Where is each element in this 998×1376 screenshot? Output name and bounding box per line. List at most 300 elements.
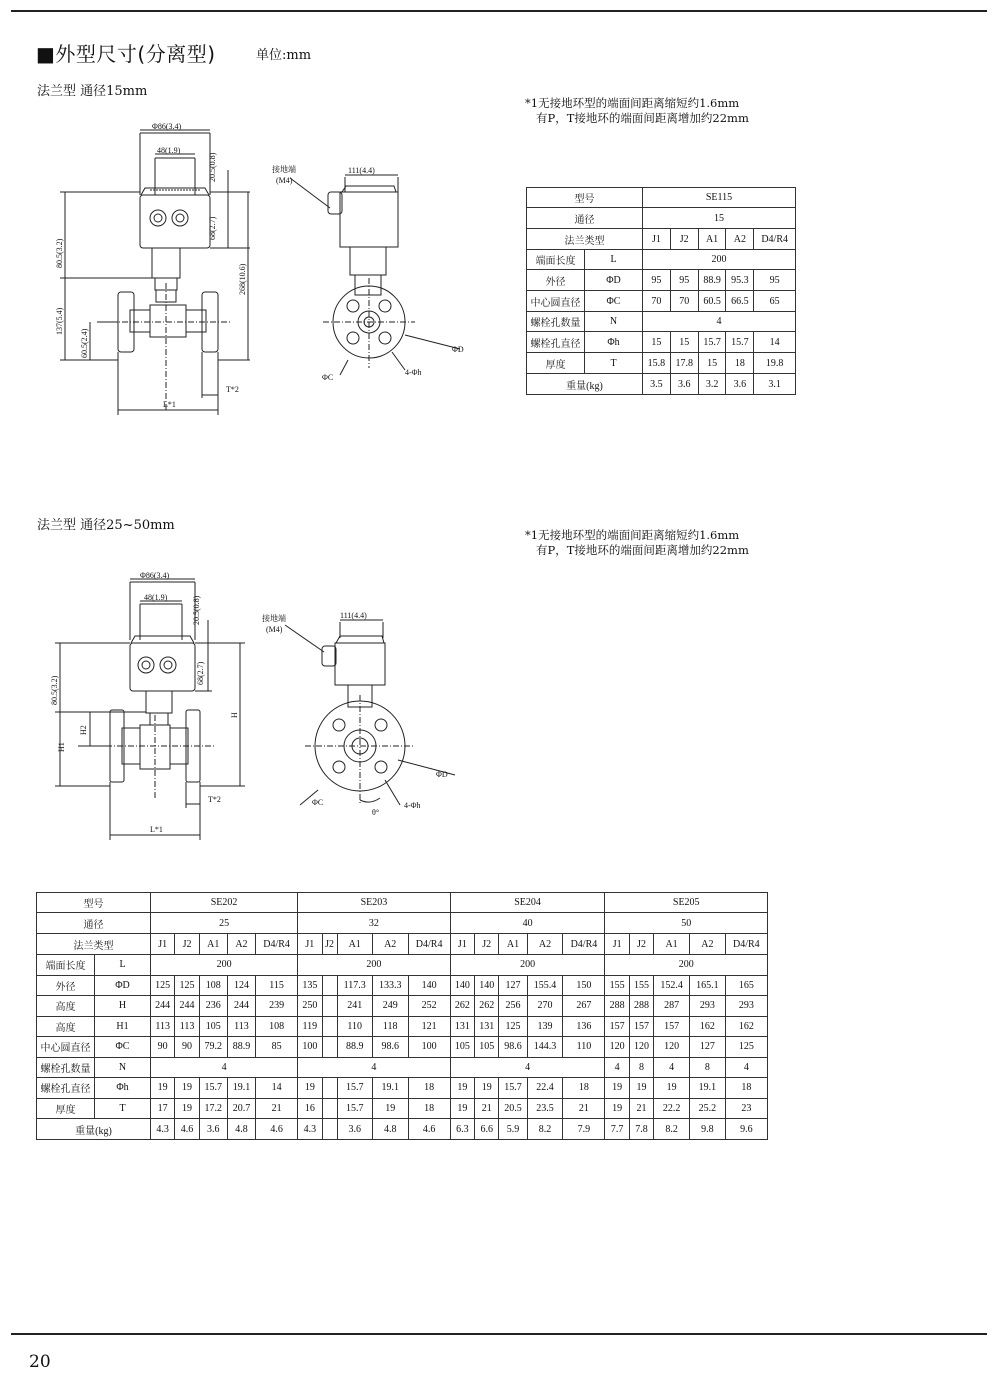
table-cell: 5.9 [499,1119,527,1140]
table-cell: T [585,353,643,374]
table-cell: SE203 [298,893,451,913]
table-cell: 21 [475,1098,499,1119]
table-cell: 90 [175,1037,199,1058]
table-cell: 118 [372,1016,408,1037]
table-cell: 244 [227,996,255,1017]
table-cell: 157 [629,1016,653,1037]
table-cell: 螺栓孔直径 [37,1078,95,1099]
table-cell: T [95,1098,151,1119]
table-cell: 25 [151,913,298,934]
table-cell: 252 [408,996,450,1017]
table-cell: Φh [95,1078,151,1099]
table-cell: SE115 [643,188,796,208]
table-cell: 200 [450,955,605,976]
table-cell: 133.3 [372,975,408,996]
dim-label: 68(2.7) [196,661,205,685]
section2-heading: 法兰型 通径25~50mm [37,518,175,533]
table-cell: 131 [450,1016,474,1037]
spec-table-se115 [526,187,796,395]
table-cell: 157 [605,1016,629,1037]
table-cell: 119 [298,1016,322,1037]
table-cell [322,1016,337,1037]
table-cell: 15.7 [337,1098,372,1119]
dim-label: H2 [79,725,88,735]
table-cell: 9.6 [725,1119,767,1140]
table-cell: 螺栓孔数量 [527,312,585,332]
table-cell: 重量(kg) [527,374,643,395]
table-cell: 高度 [37,1016,95,1037]
dim-label: 268(10.6) [238,263,247,295]
table-cell: 4 [151,1057,298,1078]
table-cell: 155.4 [527,975,563,996]
table-cell: 98.6 [499,1037,527,1058]
table-cell: A2 [689,934,725,955]
table-cell: 17.2 [199,1098,227,1119]
dim-label: 80.5(3.2) [50,675,59,705]
table-cell: 4 [450,1057,605,1078]
table-cell: SE202 [151,893,298,913]
table-cell: A1 [337,934,372,955]
table-cell: 244 [175,996,199,1017]
table-cell: 88.9 [337,1037,372,1058]
dim-label: ΦC [322,373,334,382]
table-cell: 厚度 [527,353,585,374]
table-cell: 7.8 [629,1119,653,1140]
table-row [37,1037,768,1058]
table-cell: 17.8 [670,353,698,374]
table-cell: 131 [475,1016,499,1037]
table-cell: 165 [725,975,767,996]
table-cell: 6.3 [450,1119,474,1140]
table-cell: 200 [151,955,298,976]
table-cell: 144.3 [527,1037,563,1058]
table-cell: D4/R4 [408,934,450,955]
dim-label: Φ86(3.4) [140,571,170,580]
table-cell: 8 [689,1057,725,1078]
table-cell [322,1037,337,1058]
table-cell: 19 [450,1078,474,1099]
table-row [37,1057,768,1078]
table-cell [322,1098,337,1119]
dim-label: 4-Φh [404,801,421,810]
table-row [37,934,768,955]
table-cell: J2 [670,229,698,250]
table-cell: 高度 [37,996,95,1017]
table-cell: 115 [256,975,298,996]
table-cell: 110 [563,1037,605,1058]
dim-label: 111(4.4) [340,611,367,620]
table-cell: 3.2 [698,374,726,395]
table-cell: J2 [629,934,653,955]
table-cell: 3.6 [337,1119,372,1140]
table-cell: 螺栓孔数量 [37,1057,95,1078]
dim-label: (M4) [276,176,293,185]
table-cell: 85 [256,1037,298,1058]
table-cell: 15 [698,353,726,374]
page-number: 20 [29,1352,51,1372]
table-cell: 8 [629,1057,653,1078]
dim-label: 80.5(3.2) [55,238,64,268]
dim-label: H1 [57,742,66,752]
table-cell: 120 [629,1037,653,1058]
table-cell: D4/R4 [256,934,298,955]
drawing1-front-view [290,175,460,375]
table-cell: 70 [643,291,671,312]
note-line: *1无接地环型的端面间距离缩短约1.6mm [525,96,740,110]
dim-label: T*2 [226,385,239,394]
table-cell: 型号 [37,893,151,913]
table-cell: 7.9 [563,1119,605,1140]
table-cell: H1 [95,1016,151,1037]
table-row [527,291,796,312]
table-cell: 100 [298,1037,322,1058]
note-line: 有P，T接地环的端面间距离增加约22mm [536,543,749,557]
table-cell: 19.1 [227,1078,255,1099]
table-cell: 3.1 [754,374,796,395]
table-cell: 150 [563,975,605,996]
table-row [527,312,796,332]
table-cell: D4/R4 [563,934,605,955]
note-line: 有P，T接地环的端面间距离增加约22mm [536,111,749,125]
table-cell: 105 [199,1016,227,1037]
table-cell: 19 [175,1098,199,1119]
table-cell: A1 [654,934,690,955]
table-row [37,955,768,976]
dim-label: L*1 [150,825,163,834]
dim-label: 48(1.9) [157,146,181,155]
table-cell: A2 [372,934,408,955]
table-cell: 4 [654,1057,690,1078]
table-row [527,332,796,353]
table-cell: 95 [670,270,698,291]
table-cell: 6.6 [475,1119,499,1140]
table-cell: 88.9 [227,1037,255,1058]
table-cell: 140 [475,975,499,996]
table-cell: 15.7 [337,1078,372,1099]
table-cell: 15 [670,332,698,353]
table-cell: 79.2 [199,1037,227,1058]
table-cell: 18 [563,1078,605,1099]
table-cell: 113 [227,1016,255,1037]
table-cell: 18 [725,1078,767,1099]
table-cell: 127 [499,975,527,996]
table-cell: Φh [585,332,643,353]
table-cell: ΦC [585,291,643,312]
table-row [37,1078,768,1099]
table-cell: 9.8 [689,1119,725,1140]
table-cell: H [95,996,151,1017]
table-cell: A2 [726,229,754,250]
table-cell: 270 [527,996,563,1017]
table-cell: 95 [754,270,796,291]
dim-label: 68(2.7) [208,216,217,240]
table-cell [322,996,337,1017]
table-cell: 110 [337,1016,372,1037]
table-cell: 262 [475,996,499,1017]
table-cell: 241 [337,996,372,1017]
table-cell: 249 [372,996,408,1017]
table-cell: 288 [629,996,653,1017]
table-cell: J1 [450,934,474,955]
table-cell: L [95,955,151,976]
table-cell: N [585,312,643,332]
table-cell: 4 [298,1057,451,1078]
table-cell: 117.3 [337,975,372,996]
dim-label: 20.5(0.8) [208,152,217,182]
section1-heading: 法兰型 通径15mm [37,84,148,99]
table-cell: 19 [629,1078,653,1099]
table-cell: D4/R4 [754,229,796,250]
table-cell: 155 [629,975,653,996]
table-cell: 18 [408,1078,450,1099]
table-cell: 200 [298,955,451,976]
table-cell: 21 [563,1098,605,1119]
table-cell: 4 [605,1057,629,1078]
table-cell: N [95,1057,151,1078]
table-cell: 法兰类型 [37,934,151,955]
table-cell: 17 [151,1098,175,1119]
table-cell: 16 [298,1098,322,1119]
table-cell: 125 [175,975,199,996]
table-row [37,1016,768,1037]
table-cell: 15 [643,208,796,229]
table-cell: 通径 [37,913,151,934]
table-cell: 3.5 [643,374,671,395]
table-cell: 256 [499,996,527,1017]
table-cell: 中心圆直径 [37,1037,95,1058]
dim-label: 111(4.4) [348,166,375,175]
table-cell: SE205 [605,893,768,913]
spec-table-se202-205 [36,892,768,1140]
table-cell: 外径 [527,270,585,291]
table-cell: A2 [527,934,563,955]
table-cell: 162 [725,1016,767,1037]
table-cell: 4.8 [372,1119,408,1140]
table-cell: 32 [298,913,451,934]
table-cell: 19.1 [689,1078,725,1099]
dim-label: 接地端 [272,165,296,174]
dim-label: ΦD [436,770,448,779]
table-row [527,250,796,270]
dim-label: 60.5(2.4) [80,328,89,358]
dim-label: ΦC [312,798,324,807]
table-cell: 125 [499,1016,527,1037]
table-cell: 135 [298,975,322,996]
table-cell: 法兰类型 [527,229,643,250]
dim-label: 137(5.4) [55,307,64,335]
table-cell: 127 [689,1037,725,1058]
table-cell: 113 [175,1016,199,1037]
table-cell: 19 [298,1078,322,1099]
table-cell: 88.9 [698,270,726,291]
table-cell: 287 [654,996,690,1017]
table-cell: 20.5 [499,1098,527,1119]
table-cell: J1 [643,229,671,250]
table-cell: 22.4 [527,1078,563,1099]
table-cell: 19.1 [372,1078,408,1099]
table-cell: A2 [227,934,255,955]
table-cell: 244 [151,996,175,1017]
table-cell: 124 [227,975,255,996]
table-row [37,975,768,996]
table-cell: 19 [372,1098,408,1119]
table-cell: 4 [725,1057,767,1078]
table-cell: 98.6 [372,1037,408,1058]
dim-label: 20.5(0.8) [192,595,201,625]
table-cell: 23.5 [527,1098,563,1119]
table-row [37,996,768,1017]
table-cell: 121 [408,1016,450,1037]
dim-label: 接地端 [262,614,286,623]
dim-label: L*1 [163,400,176,409]
table-cell: 15.7 [726,332,754,353]
table-cell: 15 [643,332,671,353]
table-cell: 25.2 [689,1098,725,1119]
table-cell: 19 [654,1078,690,1099]
table-cell: 165.1 [689,975,725,996]
table-cell: J2 [175,934,199,955]
table-row [37,893,768,913]
table-cell: 40 [450,913,605,934]
table-cell: 中心圆直径 [527,291,585,312]
table-cell: 65 [754,291,796,312]
table-cell: 3.6 [670,374,698,395]
table-cell: 113 [151,1016,175,1037]
table-cell: 15.7 [698,332,726,353]
table-cell: A1 [499,934,527,955]
table-cell: 重量(kg) [37,1119,151,1140]
drawing1-side-view [60,130,250,415]
table-cell: 端面长度 [37,955,95,976]
dim-label: θ° [372,808,380,817]
table-cell: A1 [698,229,726,250]
table-cell [322,1078,337,1099]
table-cell: 19 [605,1098,629,1119]
table-cell: 105 [450,1037,474,1058]
table-cell: 21 [256,1098,298,1119]
table-cell: 15.7 [499,1078,527,1099]
table-row [527,229,796,250]
dim-label: H [230,712,239,718]
table-cell: 4 [643,312,796,332]
table-cell: 139 [527,1016,563,1037]
table-cell: 288 [605,996,629,1017]
table-cell: 15.8 [643,353,671,374]
table-cell: ΦC [95,1037,151,1058]
table-cell: 95.3 [726,270,754,291]
table-cell: 267 [563,996,605,1017]
table-cell: 157 [654,1016,690,1037]
table-cell: 14 [256,1078,298,1099]
table-cell: 120 [654,1037,690,1058]
table-cell: J1 [298,934,322,955]
table-cell: 4.6 [408,1119,450,1140]
table-cell: 4.8 [227,1119,255,1140]
table-cell: L [585,250,643,270]
table-cell: 22.2 [654,1098,690,1119]
table-row [527,188,796,208]
table-cell: 262 [450,996,474,1017]
table-cell: 3.6 [199,1119,227,1140]
table-cell: 100 [408,1037,450,1058]
table-cell: 4.3 [298,1119,322,1140]
table-cell: 8.2 [654,1119,690,1140]
table-cell: 厚度 [37,1098,95,1119]
table-cell [322,1119,337,1140]
table-cell: 外径 [37,975,95,996]
dim-label: Φ86(3.4) [152,122,182,131]
table-cell: 19 [151,1078,175,1099]
table-cell: J1 [151,934,175,955]
table-cell: 108 [256,1016,298,1037]
dim-label: (M4) [266,625,283,634]
table-row [37,1098,768,1119]
page-title: ■外型尺寸(分离型) [36,42,216,66]
table-cell: J2 [322,934,337,955]
dim-label: 4-Φh [405,368,422,377]
table-cell: ΦD [95,975,151,996]
table-row [527,374,796,395]
table-row [527,208,796,229]
table-cell: A1 [199,934,227,955]
dim-label: ΦD [452,345,464,354]
table-cell: J1 [605,934,629,955]
table-row [37,913,768,934]
table-cell: 3.6 [726,374,754,395]
table-cell: 239 [256,996,298,1017]
drawing2-front-view [285,620,455,805]
table-cell: 250 [298,996,322,1017]
table-cell: 236 [199,996,227,1017]
table-cell: 19 [605,1078,629,1099]
table-cell: 通径 [527,208,643,229]
table-cell: 60.5 [698,291,726,312]
dim-label: T*2 [208,795,221,804]
table-cell: 18 [726,353,754,374]
table-cell: 50 [605,913,768,934]
table-cell [322,975,337,996]
table-cell: 8.2 [527,1119,563,1140]
table-cell: 19 [475,1078,499,1099]
table-cell: 140 [450,975,474,996]
table-cell: ΦD [585,270,643,291]
table-cell: SE204 [450,893,605,913]
table-cell: 螺栓孔直径 [527,332,585,353]
table-cell: 21 [629,1098,653,1119]
table-cell: 200 [605,955,768,976]
table-cell: 66.5 [726,291,754,312]
dim-label: 48(1.9) [144,593,168,602]
note-line: *1无接地环型的端面间距离缩短约1.6mm [525,528,740,542]
table-cell: 型号 [527,188,643,208]
table-cell: 端面长度 [527,250,585,270]
table-cell: 20.7 [227,1098,255,1119]
table-cell: 162 [689,1016,725,1037]
table-cell: 155 [605,975,629,996]
table-cell: 293 [725,996,767,1017]
table-row [527,270,796,291]
table-cell: 90 [151,1037,175,1058]
table-cell: 125 [725,1037,767,1058]
table-cell: 23 [725,1098,767,1119]
table-cell: 152.4 [654,975,690,996]
table-cell: 19 [175,1078,199,1099]
table-cell: 95 [643,270,671,291]
table-cell: 70 [670,291,698,312]
table-cell: 120 [605,1037,629,1058]
table-cell: 7.7 [605,1119,629,1140]
table-cell: 200 [643,250,796,270]
